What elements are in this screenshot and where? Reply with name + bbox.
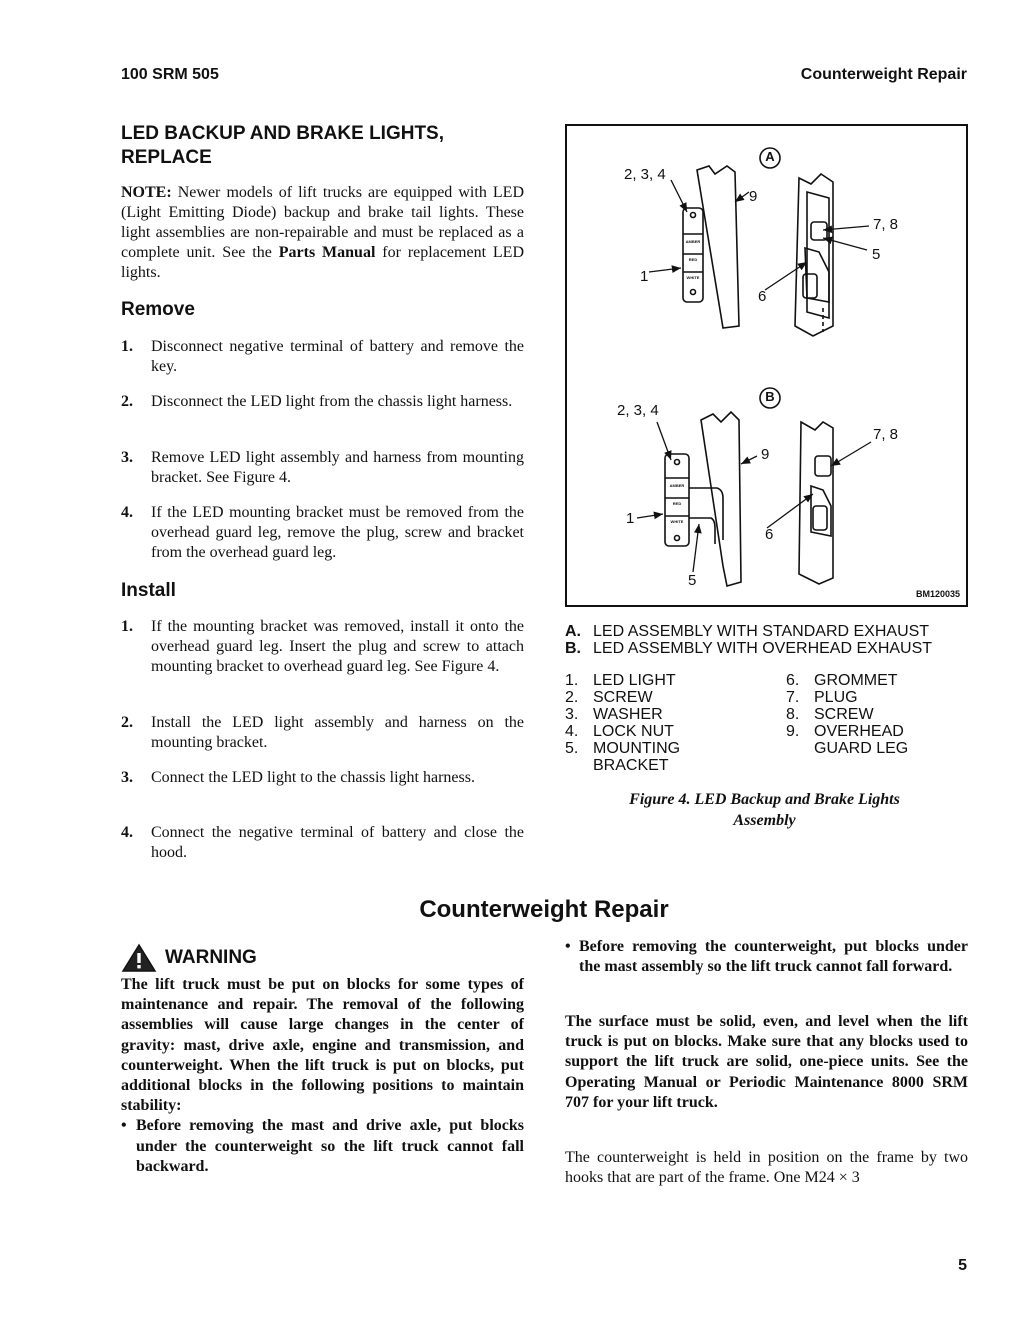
lamp-a-red-label: RED [688,257,698,262]
warning-bullet-2: • Before removing the counterweight, put blocks under the mast assembly so the lift truck cannot fall forward. [565,938,968,976]
note-text-1: Newer models of lift trucks are equipped with LED (Light Emitting Diode) backup and brake tail lights. These light assemblies are non-repairable and must be replaced as a complete unit. See the [121,184,524,261]
lamp-b-amber-label: AMBER [669,483,685,488]
surface-warning: The surface must be solid, even, and level when the lift truck is put on blocks. Make sure that any blocks used to support the lift truck are solid, one-piece units. See the Operating Manual or Periodic Maintenance 8000 SRM 707 for your lift truck. [565,1013,968,1111]
lamp-a-amber-label: AMBER [685,239,701,244]
warning-bullet: • Before removing the mast and drive axle, put blocks under the counterweight so the lift truck cannot fall backward. [121,1117,524,1175]
remove-step: 1. Disconnect negative terminal of battery and remove the key. [121,338,524,375]
lamp-b-red-label: RED [672,501,682,506]
parts-legend-item: 4. LOCK NUT [565,723,674,740]
parts-legend-item: 3. WASHER [565,706,663,723]
callout-a-1: 1 [640,268,649,285]
warning-text: The lift truck must be put on blocks for some types of maintenance and repair. The removal of the following assemblies will cause large changes in the center of gravity: mast, drive axle, engine and transmission, and counterweight. When the lift truck is put on blocks, put additional blocks in the following positions to maintain stability: [121,976,524,1115]
led-section-title [121,122,444,170]
install-step: 4. Connect the negative terminal of battery and close the hood. [121,824,524,861]
parts-legend-item: 9. OVERHEAD [786,723,904,740]
led-title-line2: REPLACE [121,147,212,168]
page-number: 5 [958,1257,967,1274]
callout-b-1: 1 [626,510,635,527]
counterweight-section-title: Counterweight Repair [419,896,669,923]
document-code: 100 SRM 505 [121,66,219,83]
parts-legend-item: GUARD LEG [814,740,909,757]
remove-step: 4. If the LED mounting bracket must be removed from the overhead guard leg, remove the plug, screw and bracket from the overhead guard leg. [121,504,524,561]
remove-step: 2. Disconnect the LED light from the chassis light harness. [121,393,513,410]
view-a-marker: A [765,149,775,164]
install-step: 3. Connect the LED light to the chassis light harness. [121,769,475,786]
callout-a-2-3-4: 2, 3, 4 [624,166,666,183]
figure-4-caption [565,789,964,831]
parts-manual-ref: Parts Manual [278,244,376,261]
remove-heading: Remove [121,299,195,320]
warning-block [121,943,524,1177]
install-heading: Install [121,580,176,601]
install-step: 1. If the mounting bracket was removed, install it onto the overhead guard leg. Insert the plug and screw to attach mounting bracket to overhead guard leg. See Figure 4. [121,618,524,675]
parts-legend-left [565,672,680,774]
callout-b-5: 5 [688,572,697,589]
callout-b-7-8: 7, 8 [873,426,899,443]
running-section-title: Counterweight Repair [800,66,967,83]
parts-legend-item: 6. GROMMET [786,672,898,689]
parts-legend-item: 7. PLUG [786,689,858,706]
lamp-a-white-label: WHITE [686,275,700,280]
view-b-marker: B [765,389,775,404]
view-legend-item: A. LED ASSEMBLY WITH STANDARD EXHAUST [565,623,930,640]
warning-triangle-icon [121,943,157,973]
note-text-2: for replacement LED lights. [121,244,524,281]
figure-code: BM120035 [915,589,960,599]
remove-step: 3. Remove LED light assembly and harness from mounting bracket. See Figure 4. [121,449,524,486]
view-legend-item: B. LED ASSEMBLY WITH OVERHEAD EXHAUST [565,640,933,657]
callout-b-6: 6 [765,526,774,543]
parts-legend-right [786,672,908,757]
parts-legend-item: 8. SCREW [786,706,874,723]
callout-b-9: 9 [761,446,770,463]
parts-legend-item: 5. MOUNTING [565,740,681,757]
led-title-line1: LED BACKUP AND BRAKE LIGHTS, [121,123,445,144]
callout-a-6: 6 [758,288,767,305]
figure-4-box [565,124,968,607]
install-step: 2. Install the LED light assembly and harness on the mounting bracket. [121,714,524,751]
warning-label: WARNING [165,947,257,968]
parts-legend-item: BRACKET [593,757,669,774]
note-paragraph [121,183,524,283]
parts-legend-item: 2. SCREW [565,689,653,706]
callout-a-7-8: 7, 8 [873,216,899,233]
figure-caption-line1: Figure 4. LED Backup and Brake Lights [629,791,900,808]
figure-caption-line2: Assembly [733,812,796,829]
callout-a-5: 5 [872,246,881,263]
callout-b-2-3-4: 2, 3, 4 [617,402,659,419]
counterweight-body-text: The counterweight is held in position on the frame by two hooks that are part of the frame. One M24 × 3 [565,1149,968,1186]
lamp-b-white-label: WHITE [670,519,684,524]
callout-a-9: 9 [749,188,758,205]
note-label: NOTE: [121,184,172,201]
parts-legend-item: 1. LED LIGHT [565,672,676,689]
figure-view-legend [565,623,932,657]
